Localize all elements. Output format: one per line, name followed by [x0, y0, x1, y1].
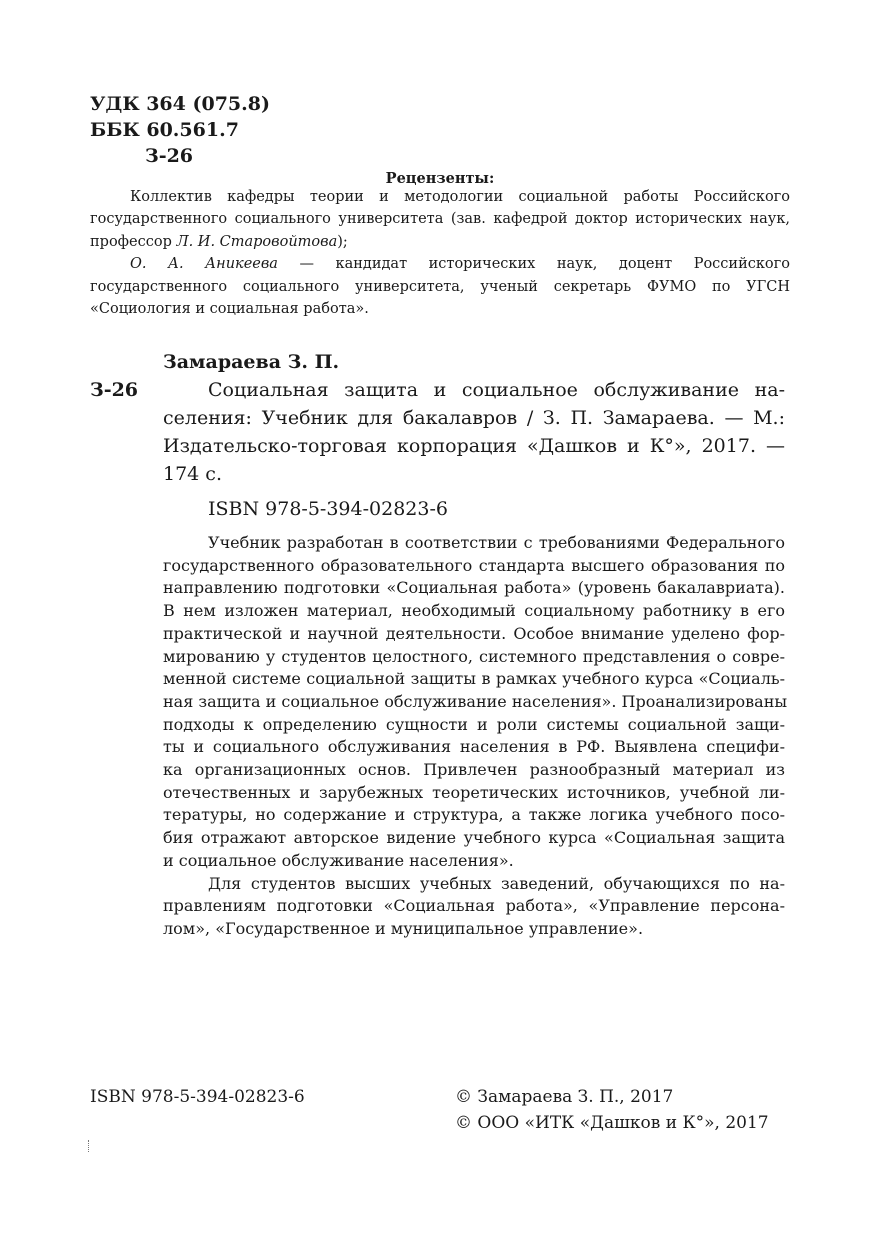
abstract-line: государственного образовательного стандарта высшего образования по	[163, 555, 785, 575]
abstract-line: менной системе социальной защиты в рамках учебного курса «Социаль-	[163, 669, 785, 689]
reviewers-block	[90, 186, 790, 320]
reviewer-1-text-b: );	[337, 233, 348, 250]
reviewers-title: Рецензенты:	[385, 170, 495, 187]
abstract-line: тературы, но содержание и структура, а также логика учебного посо-	[163, 805, 785, 825]
bbk-code: ББК 60.561.7	[90, 119, 239, 141]
book-author: Замараева З. П.	[163, 351, 340, 373]
abstract-line: Учебник разработан в соответствии с требованиями Федерального	[208, 533, 785, 552]
author-mark-code: З-26	[145, 145, 194, 167]
audience-line: правлениям подготовки «Социальная работа», «Управление персона-	[163, 896, 785, 916]
abstract-line: практической и научной деятельности. Особое внимание уделено фор-	[163, 623, 785, 643]
abstract-line: бия отражают авторское видение учебного курса «Социальная защита	[163, 828, 785, 848]
reviewer-2-name: О. А. Аникеева	[130, 256, 278, 273]
abstract	[163, 532, 788, 941]
reviewer-1-text-a: Коллектив кафедры теории и методологии социальной работы Российского государственного социального университета (зав. кафедрой доктор исторических наук, профессор	[90, 189, 790, 250]
reviewer-2	[90, 253, 790, 320]
abstract-line: подходы к определению сущности и роли системы социальной защи-	[163, 714, 785, 734]
reviewer-2-text: — кандидат исторических наук, доцент Российского государственного социального университета, ученый секретарь ФУМО по УГСН «Социология и социальная работа».	[90, 256, 790, 318]
abstract-line: мированию у студентов целостного, системного представления о совре-	[163, 646, 785, 666]
footer-copyright-author: © Замараева З. П., 2017	[455, 1087, 674, 1107]
abstract-line: отечественных и зарубежных теоретических источников, учебной ли-	[163, 782, 785, 802]
footer-copyright-publisher: © ООО «ИТК «Дашков и К°», 2017	[455, 1113, 769, 1133]
audience-line: лом», «Государственное и муниципальное управление».	[163, 918, 644, 938]
audience-line: Для студентов высших учебных заведений, обучающихся по на-	[208, 873, 785, 893]
book-title-line-4: 174 с.	[163, 463, 222, 485]
abstract-line: ка организационных основ. Привлечен разнообразный материал из	[163, 760, 785, 780]
reviewer-1-name: Л. И. Старовойтова	[176, 233, 338, 250]
abstract-line: ная защита и социальное обслуживание населения». Проанализированы	[163, 691, 788, 711]
footer-isbn: ISBN 978-5-394-02823-6	[90, 1087, 305, 1107]
abstract-line: В нем изложен материал, необходимый социальному работнику в его	[163, 601, 785, 621]
book-title-line-2: селения: Учебник для бакалавров / З. П. Замараева. — М.:	[163, 407, 785, 429]
book-title-line-1: Социальная защита и социальное обслуживание на-	[208, 379, 785, 401]
abstract-line: направлению подготовки «Социальная работа» (уровень бакалавриата).	[163, 578, 785, 598]
page-edge-mark	[88, 1140, 92, 1152]
abstract-line: ты и социального обслуживания населения в РФ. Выявлена специфи-	[163, 737, 785, 757]
reviewer-1	[90, 186, 790, 253]
book-code-left: З-26	[90, 379, 139, 401]
book-isbn: ISBN 978-5-394-02823-6	[208, 498, 448, 520]
abstract-line: и социальное обслуживание населения».	[163, 850, 514, 870]
udk-code: УДК 364 (075.8)	[90, 93, 270, 115]
book-title-line-3: Издательско-торговая корпорация «Дашков и К°», 2017. —	[163, 435, 785, 457]
